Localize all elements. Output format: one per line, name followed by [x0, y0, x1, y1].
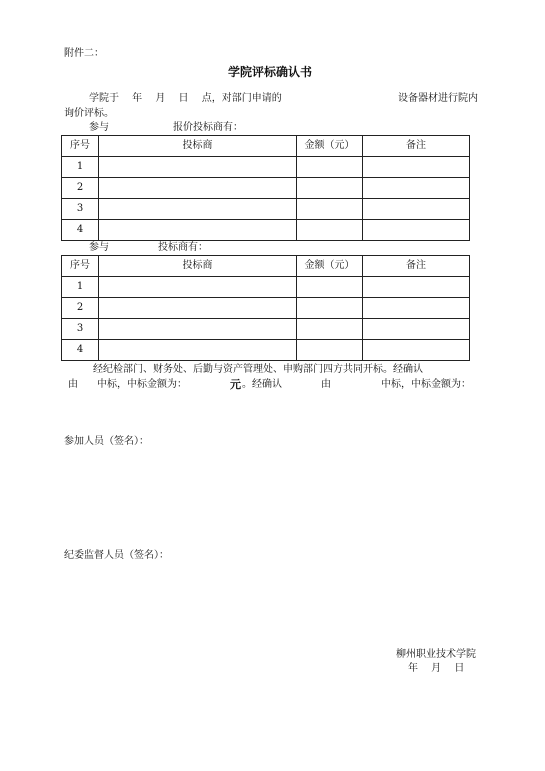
bid-participants-label: 参与: [89, 242, 109, 253]
table-row: [62, 178, 470, 199]
quote-participants-label: 参与: [89, 122, 109, 133]
remarks-cell[interactable]: [363, 199, 470, 220]
bidders-table: [61, 255, 470, 361]
intro-line-1: 学院于 年 月 日 点，对部门申请的: [89, 93, 282, 104]
amount-cell[interactable]: [297, 340, 363, 361]
header-amount: 金额（元）: [297, 256, 363, 277]
bidder-cell[interactable]: [99, 277, 297, 298]
document-title: 学院评标确认书: [228, 65, 313, 79]
header-bidder: 投标商: [99, 256, 297, 277]
remarks-cell[interactable]: [363, 220, 470, 241]
row-index: 2: [62, 178, 99, 199]
row-index: 1: [62, 157, 99, 178]
table-header-row: [62, 136, 470, 157]
remarks-cell[interactable]: [363, 178, 470, 199]
conclusion-line-2-confirm: 。经确认: [242, 379, 282, 390]
footer-date: 年 月 日: [408, 663, 465, 674]
table-header-row: [62, 256, 470, 277]
row-index: 1: [62, 277, 99, 298]
header-index: 序号: [62, 256, 99, 277]
bidder-cell[interactable]: [99, 199, 297, 220]
quote-participants-suffix: 报价投标商有：: [173, 122, 243, 133]
conclusion-line-2-award-2: 中标，中标金额为：: [381, 379, 471, 390]
row-index: 2: [62, 298, 99, 319]
quote-bidders-table: [61, 135, 470, 241]
bidder-cell[interactable]: [99, 340, 297, 361]
supervisors-signature-label: 纪委监督人员（签名）：: [64, 550, 169, 561]
row-index: 4: [62, 340, 99, 361]
participants-signature-label: 参加人员（签名）：: [64, 436, 149, 447]
row-index: 3: [62, 199, 99, 220]
table-row: [62, 340, 470, 361]
table-row: [62, 199, 470, 220]
bidder-cell[interactable]: [99, 319, 297, 340]
institution-name: 柳州职业技术学院: [396, 649, 476, 660]
table-row: [62, 277, 470, 298]
row-index: 4: [62, 220, 99, 241]
bidder-cell[interactable]: [99, 298, 297, 319]
header-index: 序号: [62, 136, 99, 157]
remarks-cell[interactable]: [363, 157, 470, 178]
table-row: [62, 298, 470, 319]
amount-cell[interactable]: [297, 277, 363, 298]
intro-line-2: 询价评标。: [64, 108, 114, 119]
remarks-cell[interactable]: [363, 298, 470, 319]
table-row: [62, 157, 470, 178]
table-row: [62, 220, 470, 241]
bidder-cell[interactable]: [99, 220, 297, 241]
attachment-label: 附件二：: [64, 48, 104, 59]
remarks-cell[interactable]: [363, 277, 470, 298]
conclusion-line-2-by-2: 由: [321, 379, 331, 390]
remarks-cell[interactable]: [363, 340, 470, 361]
amount-cell[interactable]: [297, 157, 363, 178]
yuan-unit: 元: [230, 378, 241, 391]
bidder-cell[interactable]: [99, 157, 297, 178]
conclusion-line-2-by: 由: [68, 379, 78, 390]
amount-cell[interactable]: [297, 319, 363, 340]
header-bidder: 投标商: [99, 136, 297, 157]
bid-participants-suffix: 投标商有：: [158, 242, 208, 253]
header-remarks: 备注: [363, 256, 470, 277]
row-index: 3: [62, 319, 99, 340]
header-amount: 金额（元）: [297, 136, 363, 157]
conclusion-line-2-award: 中标，中标金额为：: [97, 379, 187, 390]
table-row: [62, 319, 470, 340]
amount-cell[interactable]: [297, 220, 363, 241]
conclusion-line-1: 经纪检部门、财务处、后勤与资产管理处、申购部门四方共同开标。经确认: [93, 364, 423, 375]
intro-line-1-end: 设备器材进行院内: [398, 93, 478, 104]
amount-cell[interactable]: [297, 199, 363, 220]
remarks-cell[interactable]: [363, 319, 470, 340]
header-remarks: 备注: [363, 136, 470, 157]
amount-cell[interactable]: [297, 178, 363, 199]
bidder-cell[interactable]: [99, 178, 297, 199]
amount-cell[interactable]: [297, 298, 363, 319]
